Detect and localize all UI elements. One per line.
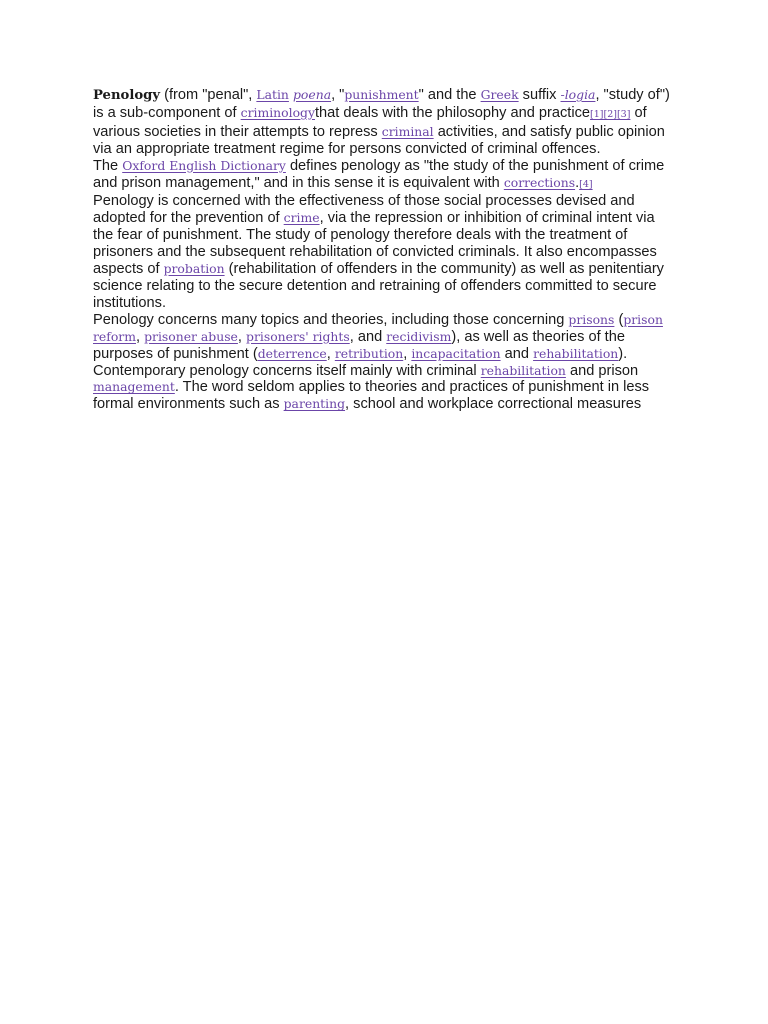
text: activities, and satisfy public opinion via an appropriate treatment regime for persons convicted of criminal offences. — [93, 123, 665, 157]
citation-3[interactable]: [3] — [616, 108, 631, 120]
citation-1[interactable]: [1] — [590, 108, 604, 120]
link-latin[interactable]: Latin — [256, 87, 289, 102]
link-punishment[interactable]: punishment — [344, 87, 419, 102]
text: " and the — [418, 87, 481, 103]
text: The — [93, 157, 123, 174]
text: defines penology as "the study of the punishment of crime and prison management," and in this sense it is equivalent with — [93, 157, 665, 191]
text: ( — [614, 311, 624, 328]
link-prisoners-rights[interactable]: prisoners' rights — [246, 328, 350, 344]
link-rehabilitation[interactable]: rehabilitation — [533, 345, 619, 361]
text: Penology is concerned with the effectiveness of those social processes devised and adopted for the prevention of — [93, 193, 635, 227]
citation-4[interactable]: [4] — [579, 178, 593, 190]
text: , via the repression or inhibition of criminal intent via the fear of punishment. The study of penology therefore deals with the treatment of prisoners and the subsequent rehabilitation of convicted criminals. It also encompasses aspects of — [93, 210, 657, 278]
text: of various societies in their attempts to repress — [93, 104, 647, 140]
link-logia[interactable]: -logia — [560, 87, 596, 102]
text: , " — [331, 87, 345, 103]
citation-2[interactable]: [2] — [603, 108, 617, 120]
link-criminology[interactable]: criminology — [240, 104, 315, 120]
link-rehabilitation-criminal[interactable]: rehabilitation — [480, 362, 566, 378]
text: and prison — [565, 362, 639, 379]
link-recidivism[interactable]: recidivism — [386, 328, 452, 344]
text: . — [575, 174, 580, 191]
paragraph-effectiveness — [93, 193, 677, 311]
text: Penology concerns many topics and theories, including those concerning — [93, 311, 569, 328]
link-prison-reform[interactable]: prison reform — [93, 311, 663, 344]
text: , and — [349, 328, 387, 345]
text: , — [237, 328, 247, 345]
link-deterrence[interactable]: deterrence — [257, 345, 327, 361]
text: ), as well as theories of the purposes of punishment ( — [93, 328, 625, 362]
text: ). Contemporary penology concerns itself mainly with criminal — [93, 345, 628, 379]
text: (rehabilitation of offenders in the community) as well as penitentiary science relating to the secure detention and retraining of offenders committed to secure institutions. — [93, 261, 664, 311]
link-prisoner-abuse[interactable]: prisoner abuse — [144, 328, 238, 344]
text: , — [135, 328, 145, 345]
link-greek[interactable]: Greek — [480, 87, 519, 102]
link-criminal[interactable]: criminal — [381, 123, 434, 139]
text: . The word seldom applies to theories and practices of punishment in less formal environments such as — [93, 379, 650, 413]
paragraph-oed — [93, 158, 677, 194]
link-management[interactable]: management — [93, 379, 175, 395]
paragraph-intro — [93, 87, 677, 158]
link-corrections[interactable]: corrections — [503, 174, 576, 190]
link-prisons[interactable]: prisons — [568, 311, 615, 327]
link-poena[interactable]: poena — [292, 87, 332, 102]
term-penology: Penology — [93, 88, 161, 103]
link-oxford-english-dictionary[interactable]: Oxford English Dictionary — [122, 157, 286, 173]
text: (from "penal", — [160, 87, 257, 103]
link-retribution[interactable]: retribution — [334, 345, 404, 361]
link-incapacitation[interactable]: incapacitation — [411, 345, 501, 361]
text: , — [326, 345, 335, 362]
link-parenting[interactable]: parenting — [283, 396, 346, 412]
text: suffix — [518, 87, 561, 103]
text: , "study of") is a sub-component of — [93, 87, 670, 121]
text: that deals with the philosophy and practice — [314, 104, 591, 121]
link-crime[interactable]: crime — [283, 210, 320, 226]
text: , school and workplace correctional measures — [345, 396, 642, 413]
paragraph-topics — [93, 312, 677, 413]
link-probation[interactable]: probation — [163, 261, 225, 277]
text: , — [403, 345, 412, 362]
text: and — [500, 345, 534, 362]
article-body — [93, 87, 677, 413]
